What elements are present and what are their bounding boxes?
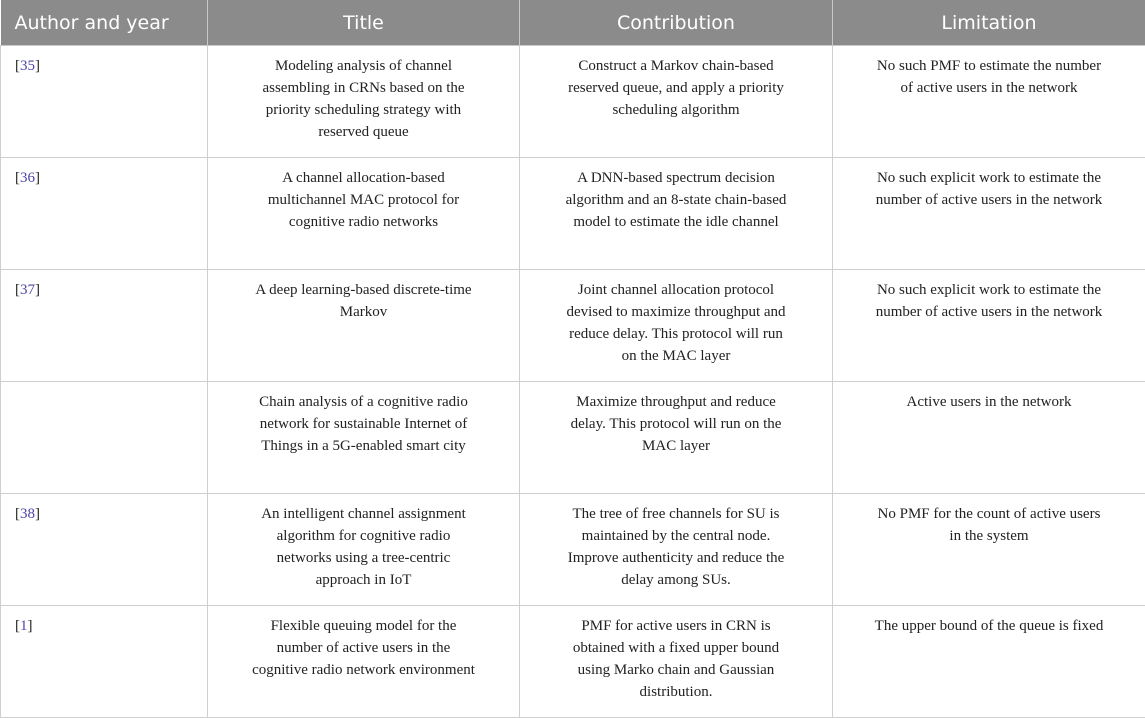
title-cell: Chain analysis of a cognitive radio network for sustainable Internet of Things in a 5G-enabled smart city [208,382,520,494]
header-contribution: Contribution [520,0,833,46]
contribution-cell: Joint channel allocation protocol devised to maximize throughput and reduce delay. This protocol will run on the MAC layer [520,270,833,382]
contribution-cell: PMF for active users in CRN is obtained with a fixed upper bound using Marko chain and Gaussian distribution. [520,606,833,718]
contribution-cell: The tree of free channels for SU is maintained by the central node. Improve authenticity and reduce the delay among SUs. [520,494,833,606]
contribution-cell: Maximize throughput and reduce delay. This protocol will run on the MAC layer [520,382,833,494]
limitation-cell: No such PMF to estimate the number of active users in the network [833,46,1145,158]
citation-link[interactable]: 37 [20,282,35,298]
limitation-cell: No such explicit work to estimate the number of active users in the network [833,158,1145,270]
title-cell: Modeling analysis of channel assembling in CRNs based on the priority scheduling strategy with reserved queue [208,46,520,158]
header-author-year: Author and year [1,0,208,46]
table-row [1,270,1145,382]
title-cell: A deep learning-based discrete-time Markov [208,270,520,382]
author-year-cell: [38] [1,494,208,606]
citation-link[interactable]: 38 [20,506,35,522]
citation-link[interactable]: 35 [20,58,35,74]
title-cell: A channel allocation-based multichannel MAC protocol for cognitive radio networks [208,158,520,270]
header-limitation: Limitation [833,0,1145,46]
author-year-cell: [37] [1,270,208,382]
title-cell: Flexible queuing model for the number of active users in the cognitive radio network environment [208,606,520,718]
limitation-cell: No such explicit work to estimate the number of active users in the network [833,270,1145,382]
author-year-cell: [36] [1,158,208,270]
table-row [1,158,1145,270]
limitation-cell: The upper bound of the queue is fixed [833,606,1145,718]
table-row [1,382,1145,494]
table-row [1,46,1145,158]
header-row [1,0,1145,46]
citation-link[interactable]: 1 [20,618,28,634]
table-row [1,606,1145,718]
header-title: Title [208,0,520,46]
author-year-cell: [35] [1,46,208,158]
title-cell: An intelligent channel assignment algorithm for cognitive radio networks using a tree-centric approach in IoT [208,494,520,606]
author-year-cell [1,382,208,494]
author-year-cell: [1] [1,606,208,718]
limitation-cell: No PMF for the count of active users in the system [833,494,1145,606]
table-row [1,494,1145,606]
limitation-cell: Active users in the network [833,382,1145,494]
contribution-cell: A DNN-based spectrum decision algorithm and an 8-state chain-based model to estimate the idle channel [520,158,833,270]
contribution-cell: Construct a Markov chain-based reserved queue, and apply a priority scheduling algorithm [520,46,833,158]
citation-link[interactable]: 36 [20,170,35,186]
